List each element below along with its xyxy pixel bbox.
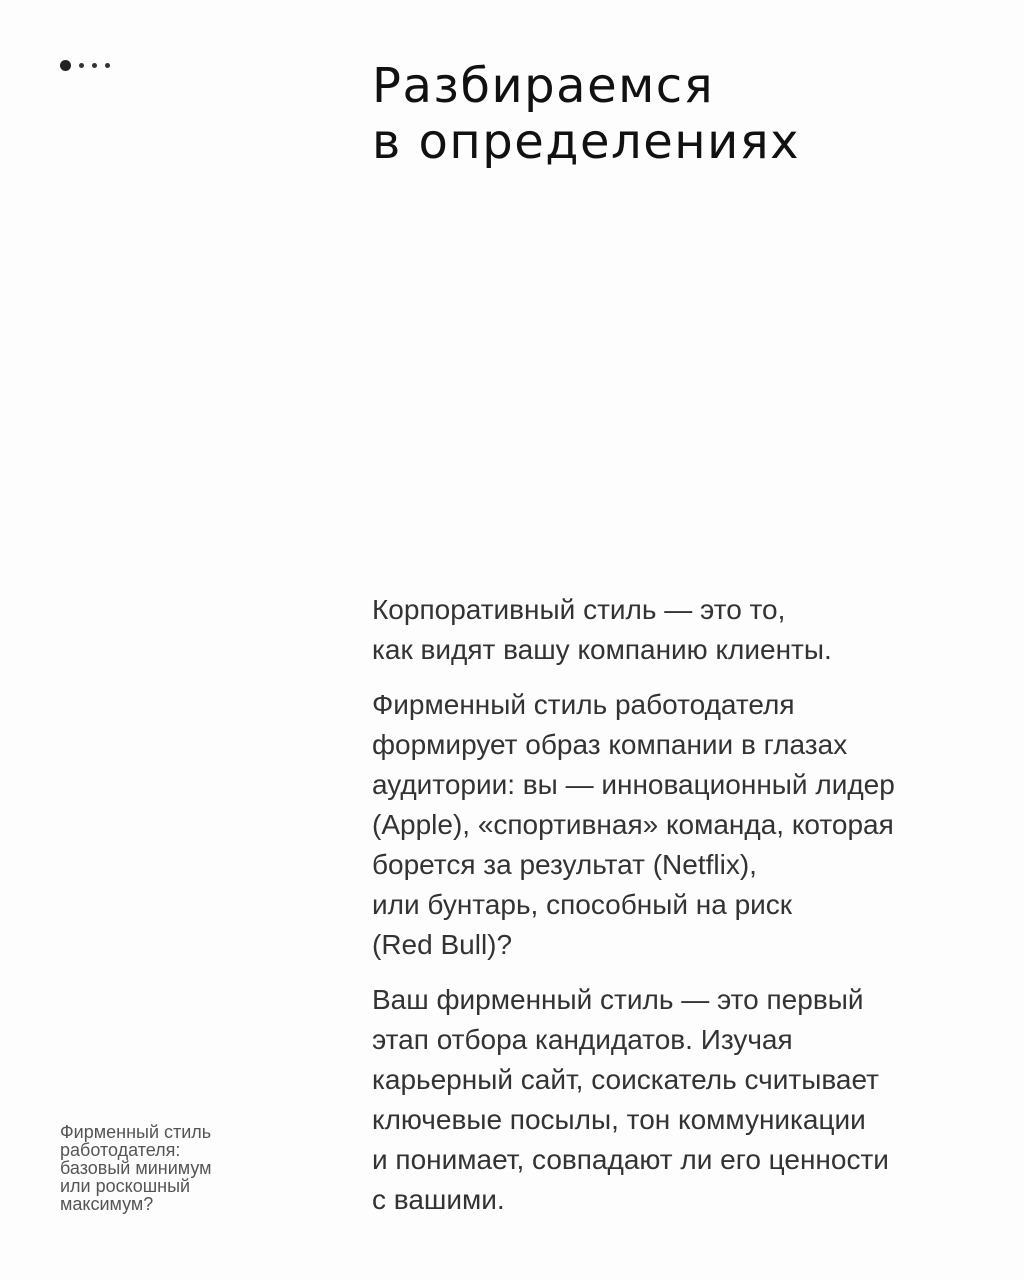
definitions-text [372,590,992,1235]
text-line: как видят вашу компанию клиенты. [372,634,832,665]
series-caption [60,1123,290,1213]
text-line: Корпоративный стиль — это то, [372,594,786,625]
page-title [372,58,800,170]
caption-line: Фирменный стиль [60,1122,212,1142]
caption-line: максимум? [60,1194,154,1214]
text-line: аудитории: вы — инновационный лидер [372,769,895,800]
caption-line: базовый минимум [60,1158,212,1178]
caption-line: работодателя: [60,1140,181,1160]
pagination-dot [92,63,97,68]
text-line: с вашими. [372,1184,505,1215]
caption-line: или роскошный [60,1176,191,1196]
page-title-line: Разбираемся [372,58,715,114]
page-title-line: в определениях [372,114,801,170]
text-line: и понимает, совпадают ли его ценности [372,1144,889,1175]
pagination-dots [60,60,110,71]
text-line: карьерный сайт, соискатель считывает [372,1064,879,1095]
pagination-dot-active [60,60,71,71]
text-line: (Apple), «спортивная» команда, которая [372,809,894,840]
text-line: ключевые посылы, тон коммуникации [372,1104,866,1135]
text-line: Фирменный стиль работодателя [372,689,795,720]
paragraph-candidate-selection [372,980,992,1220]
paragraph-employer-brand [372,685,992,965]
text-line: (Red Bull)? [372,929,513,960]
text-line: борется за результат (Netflix), [372,849,757,880]
pagination-dot [79,63,84,68]
text-line: или бунтарь, способный на риск [372,889,793,920]
text-line: этап отбора кандидатов. Изучая [372,1024,793,1055]
paragraph-corporate-style [372,590,992,670]
pagination-dot [105,63,110,68]
text-line: Ваш фирменный стиль — это первый [372,984,864,1015]
text-line: формирует образ компании в глазах [372,729,848,760]
